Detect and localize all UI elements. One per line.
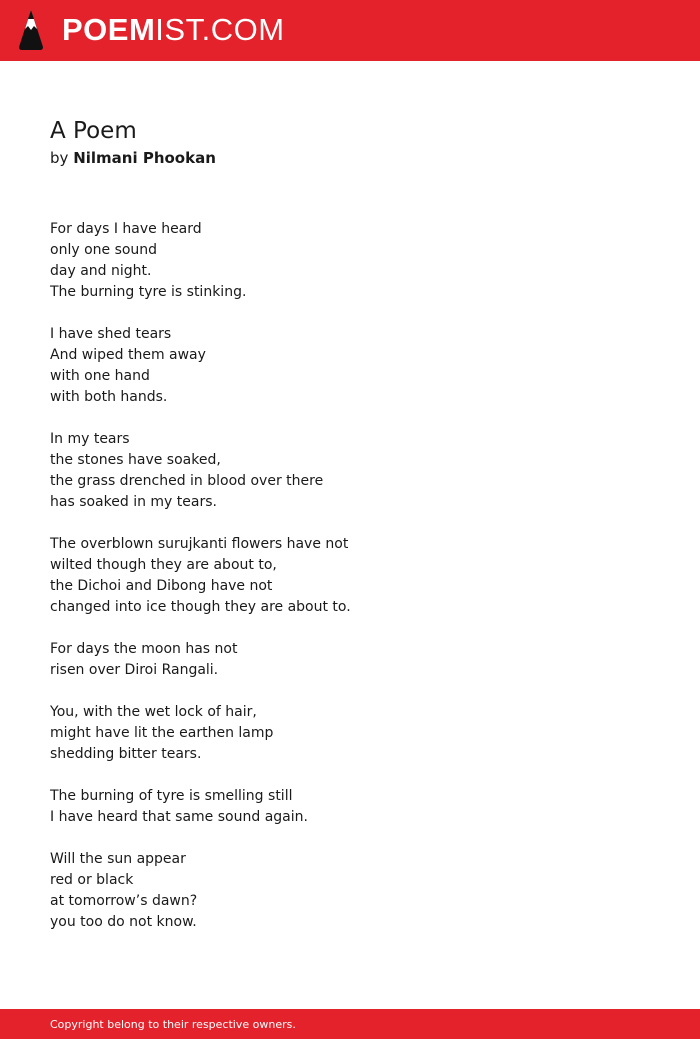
- poem-line: I have shed tears: [50, 326, 172, 342]
- poem-line: I have heard that same sound again.: [50, 809, 308, 825]
- poem-line: The burning of tyre is smelling still: [50, 788, 293, 804]
- site-header: [0, 0, 700, 61]
- stanza: [50, 324, 650, 408]
- poem-line: the stones have soaked,: [50, 452, 221, 468]
- byline: [50, 148, 216, 169]
- site-footer: [0, 1009, 700, 1039]
- by-label: by: [50, 149, 69, 167]
- poem-body: [50, 219, 650, 954]
- poem-line: In my tears: [50, 431, 130, 447]
- poem-line: with one hand: [50, 368, 150, 384]
- poem-line: the grass drenched in blood over there: [50, 473, 324, 489]
- stanza: [50, 534, 650, 618]
- poem-line: with both hands.: [50, 389, 168, 405]
- poem-line: risen over Diroi Rangali.: [50, 662, 219, 678]
- copyright-text: Copyright belong to their respective owners.: [50, 1018, 296, 1031]
- poem-title: A Poem: [50, 118, 137, 144]
- stanza: [50, 786, 650, 828]
- poem-line: And wiped them away: [50, 347, 206, 363]
- stanza: [50, 219, 650, 303]
- poem-line: has soaked in my tears.: [50, 494, 217, 510]
- poem-line: at tomorrow’s dawn?: [50, 893, 198, 909]
- poem-line: changed into ice though they are about to.: [50, 599, 351, 615]
- author-name: Nilmani Phookan: [73, 149, 216, 167]
- poem-line: might have lit the earthen lamp: [50, 725, 274, 741]
- poem-line: For days the moon has not: [50, 641, 238, 657]
- stanza: [50, 429, 650, 513]
- stanza: [50, 702, 650, 765]
- logo-light-text: IST.COM: [155, 12, 285, 47]
- logo-bold-text: POEM: [62, 12, 156, 47]
- poem-line: shedding bitter tears.: [50, 746, 202, 762]
- poem-line: only one sound: [50, 242, 158, 258]
- poem-line: You, with the wet lock of hair,: [50, 704, 257, 720]
- poem-line: wilted though they are about to,: [50, 557, 277, 573]
- stanza: [50, 639, 650, 681]
- poem-line: red or black: [50, 872, 134, 888]
- poem-line: day and night.: [50, 263, 152, 279]
- stanza: [50, 849, 650, 933]
- pencil-tip-icon[interactable]: [18, 9, 44, 51]
- poem-line: the Dichoi and Dibong have not: [50, 578, 273, 594]
- poem-line: you too do not know.: [50, 914, 197, 930]
- site-logo[interactable]: [62, 12, 285, 48]
- poem-line: The overblown surujkanti flowers have not: [50, 536, 349, 552]
- poem-line: The burning tyre is stinking.: [50, 284, 247, 300]
- poem-line: Will the sun appear: [50, 851, 186, 867]
- poem-line: For days I have heard: [50, 221, 202, 237]
